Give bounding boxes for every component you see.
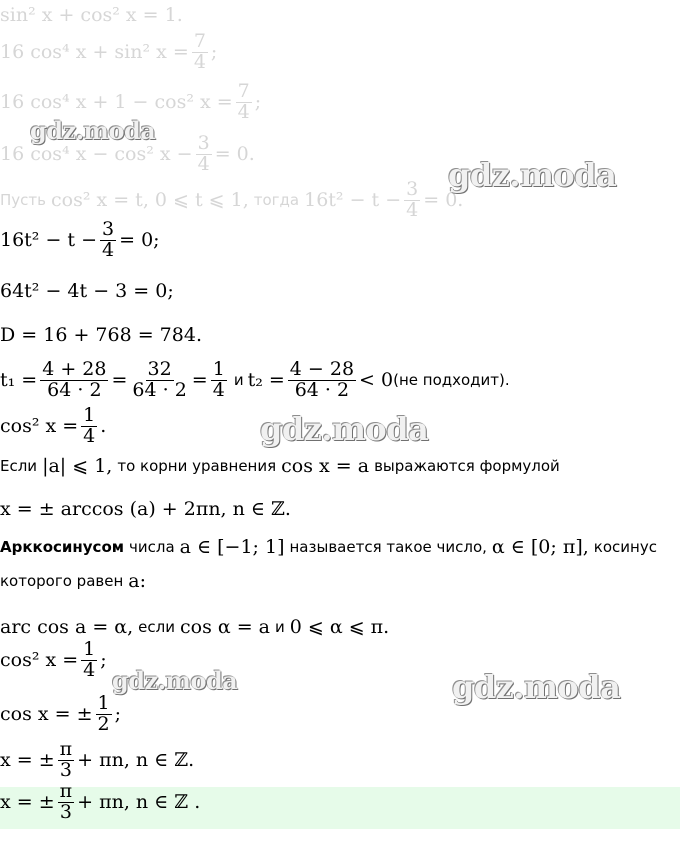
step-simplify: 16 cos⁴ x − cos² x − $\frac{3}{4}$ = 0. bbox=[0, 132, 255, 175]
fraction: $\frac{1}{4}$ bbox=[212, 358, 225, 401]
fraction: $\frac{4 + 28}{64 \cdot 2}$ bbox=[42, 358, 107, 401]
fraction: $\frac{3}{4}$ bbox=[102, 218, 115, 261]
fraction: $\frac{1}{2}$ bbox=[97, 692, 110, 735]
watermark: gdz.moda bbox=[112, 666, 238, 695]
step-quadratic-frac: 16t² − t − $\frac{3}{4}$ = 0; bbox=[0, 218, 160, 261]
theory-arccos-formula: arc cos a = α, если cos α = a и 0 ⩽ α ⩽ π. bbox=[0, 616, 390, 638]
step-substitute: 16 cos⁴ x + sin² x = $\frac{7}{4}$ ; bbox=[0, 30, 218, 73]
step-roots: t₁ = $\frac{4 + 28}{64 \cdot 2}$ = $\frac{32}{64 \cdot 2}$ = $\frac{1}{4}$ и t₂ = $\frac{4 - 28}{64 \cdot 2}$ < 0 (не подходит). bbox=[0, 358, 510, 401]
step-identity: sin² x + cos² x = 1. bbox=[0, 4, 183, 26]
step-cos-squared: cos² x = $\frac{1}{4}$ . bbox=[0, 404, 107, 447]
theory-arccos-definition-cont: которого равен a: bbox=[0, 570, 147, 592]
watermark: gdz.moda bbox=[30, 116, 156, 145]
fraction: $\frac{\pi}{3}$ bbox=[59, 738, 73, 781]
theory-arccos-definition: Арккосинусом числа a ∈ [−1; 1] называется такое число, α ∈ [0; π], косинус bbox=[0, 536, 657, 558]
watermark: gdz.moda bbox=[448, 156, 617, 194]
fraction: $\frac{32}{64 \cdot 2}$ bbox=[132, 358, 187, 401]
fraction: $\frac{1}{4}$ bbox=[83, 404, 96, 447]
theory-formula: x = ± arccos (a) + 2πn, n ∈ ℤ. bbox=[0, 498, 291, 520]
fraction: $\frac{3}{4}$ bbox=[406, 178, 419, 221]
fraction: $\frac{\pi}{3}$ bbox=[59, 780, 73, 823]
fraction: $\frac{7}{4}$ bbox=[193, 30, 206, 73]
step-discriminant: D = 16 + 768 = 784. bbox=[0, 324, 202, 346]
solution-x: x = ± $\frac{\pi}{3}$ + πn, n ∈ ℤ. bbox=[0, 738, 195, 781]
theory-condition: Если |a| ⩽ 1, то корни уравнения cos x = a выражаются формулой bbox=[0, 455, 560, 477]
final-answer: x = ± $\frac{\pi}{3}$ + πn, n ∈ ℤ . bbox=[0, 780, 201, 823]
watermark: gdz.moda bbox=[260, 410, 429, 448]
watermark: gdz.moda bbox=[452, 668, 621, 706]
fraction: $\frac{3}{4}$ bbox=[197, 132, 210, 175]
solution-cos-squared: cos² x = $\frac{1}{4}$ ; bbox=[0, 638, 107, 681]
fraction: $\frac{1}{4}$ bbox=[83, 638, 96, 681]
fraction: $\frac{4 - 28}{64 \cdot 2}$ bbox=[289, 358, 355, 401]
step-quadratic: 64t² − 4t − 3 = 0; bbox=[0, 280, 174, 302]
step-let-t: Пусть cos² x = t, 0 ⩽ t ⩽ 1, тогда 16t² − t − $\frac{3}{4}$ = 0. bbox=[0, 178, 464, 221]
fraction: $\frac{7}{4}$ bbox=[237, 80, 250, 123]
step-expand: 16 cos⁴ x + 1 − cos² x = $\frac{7}{4}$ ; bbox=[0, 80, 262, 123]
solution-cos: cos x = ± $\frac{1}{2}$ ; bbox=[0, 692, 122, 735]
